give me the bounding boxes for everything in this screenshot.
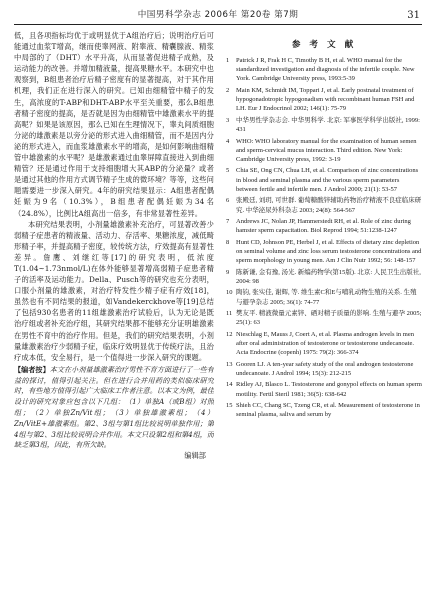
reference-item (226, 401, 422, 419)
editor-signature: 编辑部 (184, 451, 206, 461)
body-paragraph-2: 本研究结果表明，小剂量雄激素补充治疗，可显著改善少弱精子症患者的精液量、活动力、存活率、果糖浓度，减低畸形精子率，并提高精子密度，较传统方法，疗效提高有显著性差异。詹鹰、刘继红等[17]的研究表明，低浓度T(1.04~1.73nmol/L)在体外能够显著增高弱精子症患者精子的活率及运动能力。Della、Pusch等的研究也充分表明，口服小剂量的雄激素，对治疗特发性少精子症有疗效[18]，虽然也有不同结果的报道，如Vandekerckhove等[19]总结了包括930名患者的11组雄激素治疗试验后，认为无论是既治疗组或者补充治疗组，其研究结果都不能够充分证明雄激素在男性不育中的治疗作用。但是，我们的研究结果表明，小剂量雄激素治疗少弱精子症，临床疗效明显优于传统疗法，且治疗成本低，安全易行，是一个值得进一步深入研究的课题。 (14, 219, 214, 362)
reference-number: 14 (226, 381, 233, 389)
running-head (14, 8, 422, 25)
left-column (14, 30, 214, 594)
right-column (226, 30, 422, 594)
two-column-body (14, 30, 422, 594)
reference-number: 2 (226, 86, 230, 94)
reference-number: 7 (226, 218, 230, 226)
reference-item (226, 56, 422, 84)
editor-note-tag: 【编者按】 (14, 364, 50, 374)
reference-item (226, 380, 422, 398)
page-number: 31 (407, 10, 420, 21)
reference-number: 11 (226, 310, 233, 318)
reference-item (226, 116, 422, 134)
reference-text: Andrews JC, Nolan JP, Hammerstedt RH, et al. Role of zinc during hamster sperm capacitation. Biol Reprod 1994; 51:1238-1247 (236, 218, 411, 235)
reference-item (226, 288, 422, 306)
reference-item (226, 309, 422, 327)
journal-title: 中国男科学杂志 2006年 第20卷 第7期 (137, 10, 299, 20)
body-paragraph-1: 低，且各项指标均优于或明显优于A组治疗后；说明治疗后可能通过血浆T增高，继而使睾网液、附睾液、精囊腺液、精浆中局部的了（DHT）水平升高，从而显著促进精子成熟，及运动能力的改善。并增加精液量，提高果糖水平。本研究中也观察到，B组患者治疗后精子密度有的显著提高，对于其作用机理，我们正在进行深入的研究。已知由细精管中精子的发生，高浓度的T-ABP和DHT-ABP水平至关重要，那么B组患者精子密度的提高，是否就是因为由细精管中雄激素水平的提高呢？如果是该原因，那么已知在生理情况下，睾丸间质细胞分泌的雄激素是以旁分泌的形式进入曲细精管，而不是因内分泌的形式进入，而血浆雄激素水平的增高，是如何影响曲细精管中雄激素的水平呢？是雄激素通过血睾屏障直接进入到曲细精管？还是通过作用于支持细胞增大其ABP的分泌量？或者是通过其他的作用方式调节精子生成的微环境？等等，这些问题需要进一步深入研究。4年的研究结果显示：A组患者配偶妊娠为9名（10.3%），B组患者配偶妊娠为34名（24.8%），比例比A组高出一倍多，有非常显著性差异。 (14, 31, 214, 218)
reference-text: Patrick J R, Frak H C, Timothy B H, et al. WHO manual for the standardized investigation and diagnosis of the infertile couple. New York. Cambridge University press, 1993:5-39 (236, 57, 415, 83)
reference-text: Gooren LJ. A ten-year safety study of the oral androgen testosterone undecanoate. J Androl 1994; 15(3): 212-215 (236, 360, 414, 377)
reference-item (226, 196, 422, 214)
reference-number: 15 (226, 402, 233, 410)
reference-text: Ridley AJ, Blasco L. Testosterone and gonypol effects on human sperm motility. Fertil Steril 1981; 36(5): 638-642 (236, 381, 422, 398)
reference-text: 中华男性学杂志会. 中华男科学. 北京: 军事医学科学出版社, 1999: 431 (236, 116, 420, 134)
reference-text: 张殿廷, 刘玥, 可世群. 葡萄糖酸锌辅助药物治疗精液不良症临床研究. 中华泌尿外科杂志 2003; 24(8): 564-567 (236, 197, 422, 214)
reference-item (226, 166, 422, 194)
reference-text: 陈新谦, 金有豫, 汤光. 新编药物学(第15版). 北京: 人民卫生出版社, 2004: 98 (236, 268, 421, 285)
reference-text: Shieh CC, Chang SC, Tzeng CR, et al. Measurement of testosterone in seminal plasma, saliva and serum by (236, 402, 420, 419)
reference-number: 8 (226, 238, 230, 246)
reference-text: Main KM, Schmidt IM, Toppari J, et al. Early postnatal treatment of hypogonadotropic hypogonadism with recombinant human FSH and LH. Eur J Endocrinol 2002; 146(1): 75-79 (236, 86, 415, 113)
reference-number: 6 (226, 197, 230, 205)
reference-item (226, 86, 422, 114)
reference-text: 陶钧, 张实佳, 谢辉, 等. 维生素C和E与哺乳动物生殖的关系. 生殖与避孕杂志 2005; 36(1): 74-77 (236, 289, 417, 306)
reference-text: Hunt CD, Johnson PE, Herbel J, et al. Effects of dietary zinc depletion on seminal volume and zinc loss serum testosterone concentrations and sperm morphology in young men. Am J Clin Nutr 1992; 56: 148-157 (236, 238, 422, 265)
references-title: 参 考 文 献 (291, 40, 357, 50)
reference-text: WHO: WHO laboratory manual for the examination of human semen and sperm-cervical mucus interaction. Third edition. New York: Cambridge University press, 1992: 3-19 (236, 137, 417, 163)
reference-item (226, 330, 422, 358)
reference-number: 10 (226, 289, 233, 297)
reference-number: 13 (226, 360, 233, 368)
editor-note (14, 365, 214, 451)
reference-text: Chia SE, Ong CN, Chua LH, et al. Comparison of zinc concentrations in blood and seminal plasma and the various sperm parameters between fertile and infertile men. J Androl 2000; 21(1): 53-57 (236, 167, 419, 193)
reference-list (226, 56, 422, 419)
reference-number: 1 (226, 57, 230, 64)
reference-text: 樊友平. 精液微量元素锌、硒对精子质量的影响. 生殖与避孕 2005; 25(1): 63 (236, 310, 422, 327)
reference-item (226, 360, 422, 378)
reference-item (226, 137, 422, 165)
reference-number: 4 (226, 137, 230, 145)
reference-item (226, 268, 422, 286)
reference-number: 5 (226, 167, 230, 175)
reference-item (226, 217, 422, 235)
reference-text: Nieschlag E, Mauss J, Coert A, et al. Plasma androgen levels in men after oral administration of testosterone or testosterone undecanoate. Acta Endocrine (copenh) 1975: 79(2): 366-374 (236, 330, 414, 357)
reference-number: 3 (226, 116, 230, 124)
editor-note-text: 本文在小剂量雄激素治疗男性不育方面进行了一些有益的探讨，值得引起关注。但在进行合并用药的类似临床研究时，有些地方值得引起广大临床工作者注意。以本文为例，最佳设计的研究对象应包含以下几组：（1）单独A（或B组）对照组；（2）单独Zn/Vit组；（3）单独雄激素组；（4）Zn/VitE+雄激素组。第2、3组与第1组比较说明单独作用；第4组与第2、3组比较说明合并作用。本文只设第2组和第4组，而缺乏第3组，因此，有所欠缺。 (14, 364, 214, 450)
reference-item (226, 238, 422, 266)
reference-number: 12 (226, 330, 233, 338)
reference-number: 9 (226, 268, 230, 276)
